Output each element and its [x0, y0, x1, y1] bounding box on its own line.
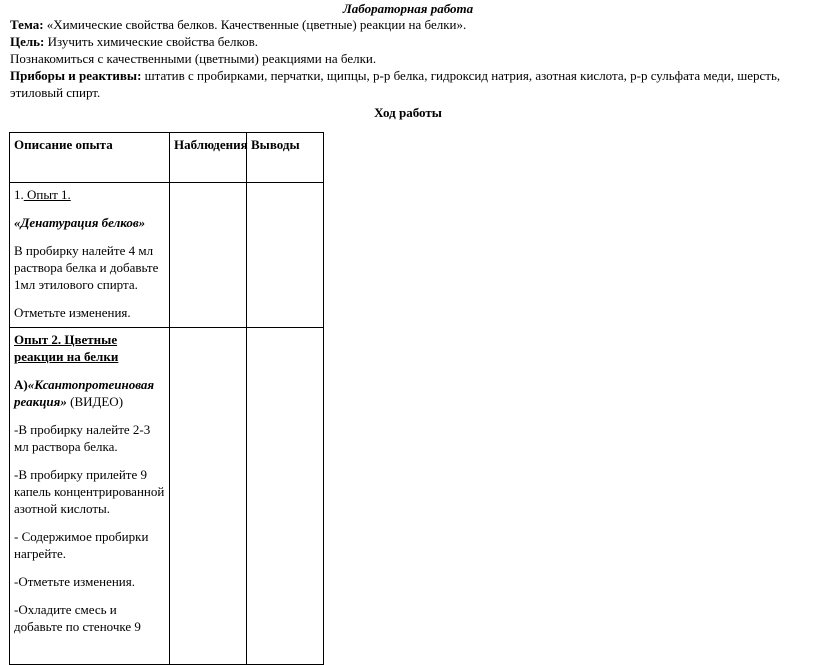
experiment-1-number: 1. — [14, 187, 24, 202]
experiment-1-text: В пробирку налейте 4 мл раствора белка и добавьте 1мл этилового спирта. — [14, 243, 159, 292]
experiment-2-subtitle — [14, 376, 165, 410]
document-title: Лабораторная работа — [342, 1, 474, 16]
experiment-1-note: Отметьте изменения. — [14, 305, 131, 320]
header-description: Описание опыта — [10, 133, 170, 183]
experiment-2-step-4: -Отметьте изменения. — [14, 574, 135, 589]
goal-line-2 — [10, 50, 800, 67]
experiment-2-step-2: -В пробирку прилейте 9 капель концентрированной азотной кислоты. — [14, 467, 165, 516]
experiment-2-description — [10, 328, 170, 665]
equipment-line — [10, 67, 800, 101]
goal-value: Изучить химические свойства белков. — [44, 34, 259, 49]
equipment-value: штатив с пробирками, перчатки, щипцы, р-р белка, гидроксид натрия, азотная кислота, р-р сульфата меди, шерсть, этиловый спирт. — [10, 68, 781, 100]
theme-label: Тема: — [10, 17, 44, 32]
experiment-1-title: Опыт 1. — [23, 187, 71, 202]
experiment-2-step-5: -Охладите смесь и добавьте по стеночке 9 — [14, 602, 141, 634]
goal-value-2: Познакомиться с качественными (цветными) реакциями на белки. — [10, 51, 377, 66]
table-row — [10, 183, 324, 328]
equipment-label: Приборы и реактивы: — [10, 68, 142, 83]
section-title: Ход работы — [374, 105, 442, 120]
goal-label: Цель: — [10, 34, 45, 49]
lab-table — [9, 132, 324, 665]
experiment-2-sub-suffix: (ВИДЕО) — [66, 394, 124, 409]
header-observations: Наблюдения — [170, 133, 247, 183]
theme-line — [10, 16, 800, 33]
experiment-2-sub-italic: «Ксантопротеиновая реакция» — [14, 377, 155, 409]
experiment-2-sub-prefix: А) — [14, 377, 28, 392]
theme-value: «Химические свойства белков. Качественные (цветные) реакции на белки». — [43, 17, 467, 32]
goal-line — [10, 33, 800, 50]
experiment-2-title: Опыт 2. Цветные реакции на белки — [14, 332, 119, 364]
experiment-1-description — [10, 183, 170, 328]
experiment-1-heading — [14, 186, 165, 203]
table-row — [10, 328, 324, 665]
experiment-2-step-3: - Содержимое пробирки нагрейте. — [14, 529, 149, 561]
experiment-2-conclusions — [247, 328, 324, 665]
header-conclusions: Выводы — [247, 133, 324, 183]
experiment-1-observations — [170, 183, 247, 328]
experiment-2-observations — [170, 328, 247, 665]
experiment-1-subtitle: «Денатурация белков» — [14, 215, 146, 230]
header-block — [10, 16, 800, 101]
experiment-2-step-1: -В пробирку налейте 2-3 мл раствора белка. — [14, 422, 151, 454]
experiment-1-conclusions — [247, 183, 324, 328]
table-header-row — [10, 133, 324, 183]
